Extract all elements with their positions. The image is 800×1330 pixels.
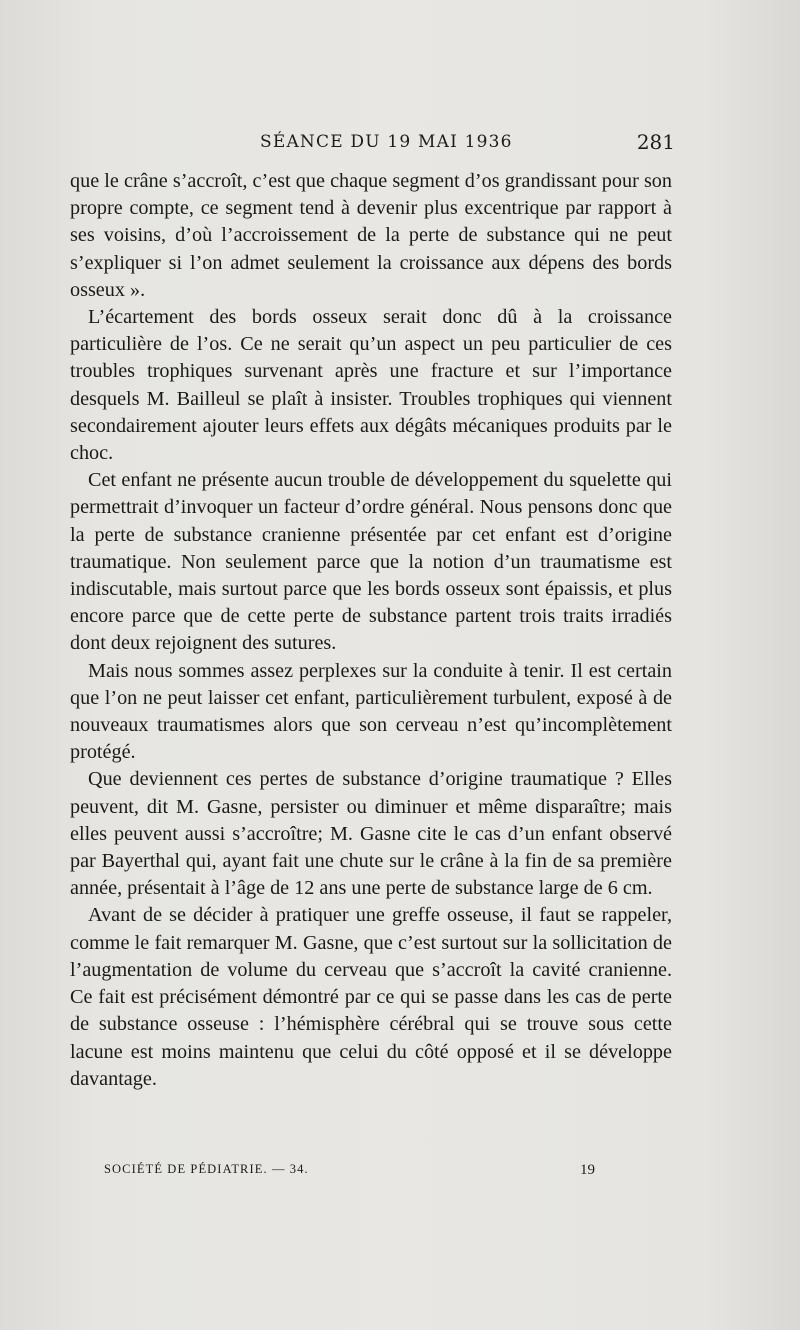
sheet-number: 19 <box>580 1162 595 1178</box>
paragraph-6: Avant de se décider à pratiquer une greffe osseuse, il faut se rappeler, comme le fait remarquer M. Gasne, que c’est surtout sur la sollicitation de l’augmentation de volume du cerveau que s’accroît la cavité cranienne. Ce fait est précisément démontré par ce qui se passe dans les cas de perte de substance osseuse : l’hémisphère cérébral qui se trouve sous cette lacune est moins maintenu que celui du côté opposé et il se développe davantage. <box>70 904 672 1090</box>
paragraph-3: Cet enfant ne présente aucun trouble de développement du squelette qui permettrait d’invoquer un facteur d’ordre général. Nous pensons donc que la perte de substance cranienne présentée par cet enfant est d’origine traumatique. Non seulement parce que la notion d’un traumatisme est indiscutable, mais surtout parce que les bords osseux sont épaissis, et plus encore parce que de cette perte de substance partent trois traits irradiés dont deux rejoignent des sutures. <box>70 469 672 655</box>
page-footer <box>70 1160 672 1184</box>
paragraph-2: L’écartement des bords osseux serait donc dû à la croissance particulière de l’os. Ce ne serait qu’un aspect un peu particulier de ces troubles trophiques survenant après une fracture et sur l’importance desquels M. Bailleul se plaît à insister. Troubles trophiques qui viennent secondairement ajouter leurs effets aux dégâts mécaniques produits par le choc. <box>70 306 672 465</box>
signature-line: SOCIÉTÉ DE PÉDIATRIE. — 34. <box>104 1162 309 1176</box>
running-header <box>70 128 675 160</box>
paragraph-1: que le crâne s’accroît, c’est que chaque segment d’os grandissant pour son propre compte, ce segment tend à devenir plus excentrique par rapport à ses voisins, d’où l’accroissement de la perte de substance qui ne peut s’expliquer si l’on admet seulement la croissance aux dépens des bords osseux ». <box>70 170 672 301</box>
page-number: 281 <box>636 130 675 154</box>
paragraph-5: Que deviennent ces pertes de substance d’origine traumatique ? Elles peuvent, dit M. Gasne, persister ou diminuer et même disparaître; mais elles peuvent aussi s’accroître; M. Gasne cite le cas d’un enfant observé par Bayerthal qui, ayant fait une chute sur le crâne à la fin de sa première année, présentait à l’âge de 12 ans une perte de substance large de 6 cm. <box>70 768 672 900</box>
body-text <box>70 168 672 1093</box>
paragraph-4: Mais nous sommes assez perplexes sur la conduite à tenir. Il est certain que l’on ne peut laisser cet enfant, particulièrement turbulent, exposé à de nouveaux traumatismes alors que son cerveau n’est qu’incomplètement protégé. <box>70 659 672 764</box>
running-title: SÉANCE DU 19 MAI 1936 <box>260 132 513 152</box>
